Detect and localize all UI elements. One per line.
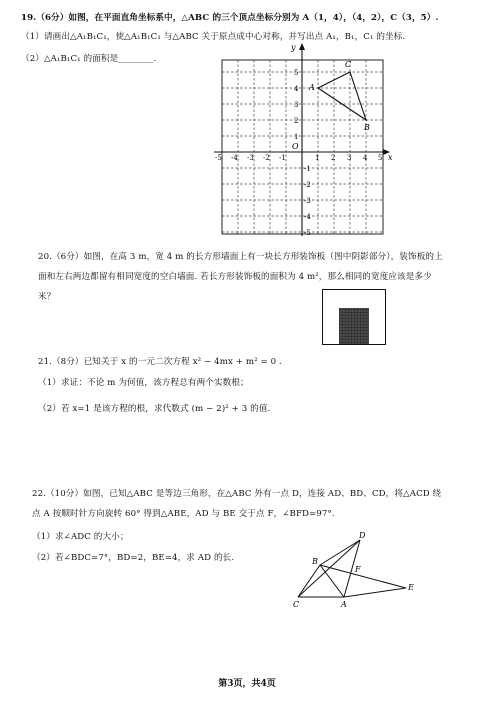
q21-line2: （1）求证：不论 m 为何值，该方程总有两个实数根； [38,378,249,388]
y-tick: 4 [294,85,299,93]
q21-line1: 21.（8分）已知关于 x 的一元二次方程 x² − 4mx + m² = 0 . [38,357,282,367]
y-tick: 5 [294,69,299,77]
point-c-label: C [345,60,352,69]
x-tick: -2 [263,154,270,162]
x-tick: -3 [247,154,254,162]
x-tick: 5 [378,154,383,162]
y-tick: 1 [294,133,299,141]
y-tick: 2 [294,117,299,125]
y-tick: -5 [304,229,311,237]
label-c: C [293,600,300,609]
x-tick: 4 [363,154,368,162]
y-tick: -3 [304,197,311,205]
y-tick: -1 [304,165,311,173]
label-a: A [341,600,347,609]
q19-line3: （2）△A₁B₁C₁ 的面积是________. [21,54,157,64]
label-b: B [312,557,318,566]
x-tick: 2 [331,154,336,162]
q20-line2: 面和左右两边都留有相同宽度的空白墙面. 若长方形装饰板的面积为 4 m²，那么相同的宽度应该是多少 [38,272,432,282]
q20-line1: 20.（6分）如图，在高 3 m，宽 4 m 的长方形墙面上有一块长方形装饰板（图中阴影部分），装饰板的上 [38,252,443,262]
q22-line4: （2）若∠BDC=7°，BD=2，BE=4，求 AD 的长. [32,553,235,563]
coordinate-grid-figure [212,40,392,236]
origin-label: O [292,142,299,151]
q22-line3: （1）求∠ADC 的大小； [32,532,129,542]
q21-line3: （2）若 x=1 是该方程的根，求代数式 (m − 2)² + 3 的值. [38,404,271,414]
point-a-label: A [309,83,315,92]
x-tick: -1 [279,154,286,162]
triangle-rotation-figure [288,528,428,614]
q22-line1: 22.（10分）如图，已知△ABC 是等边三角形，在△ABC 外有一点 D，连接 AD、BD、CD，将△ACD 绕 [32,489,442,499]
q20-line3: 米？ [38,292,56,302]
y-axis-label: y [291,43,296,52]
q19-line2: （1）请画出△A₁B₁C₁，使△A₁B₁C₁ 与△ABC 关于原点成中心对称，并写出点 A₁，B₁，C₁ 的坐标. [21,32,406,42]
y-tick: 3 [294,101,299,109]
x-axis-label: x [388,153,393,162]
decoration-board [339,308,369,344]
label-e: E [408,583,414,592]
x-tick: -4 [231,154,238,162]
page-footer: 第3页，共4页 [218,679,276,689]
q22-line2: 点 A 按顺时针方向旋转 60° 得到△ABE，AD 与 BE 交于点 F，∠BFD=97°. [32,509,335,519]
triangle-abc [318,72,366,120]
x-tick: -5 [215,154,222,162]
q19-line1: 19.（6分）如图，在平面直角坐标系中，△ABC 的三个顶点坐标分别为 A（1，4），（4，2），C（3，5）. [21,13,439,23]
y-tick: -4 [304,213,311,221]
label-f: F [355,565,361,574]
x-tick: 3 [347,154,352,162]
x-tick: 1 [315,154,320,162]
y-tick-labels [294,69,311,237]
x-tick-labels [215,154,382,162]
y-tick: -2 [304,181,311,189]
wall-panel-figure [322,289,386,345]
point-b-label: B [364,123,370,132]
label-d: D [359,531,366,540]
